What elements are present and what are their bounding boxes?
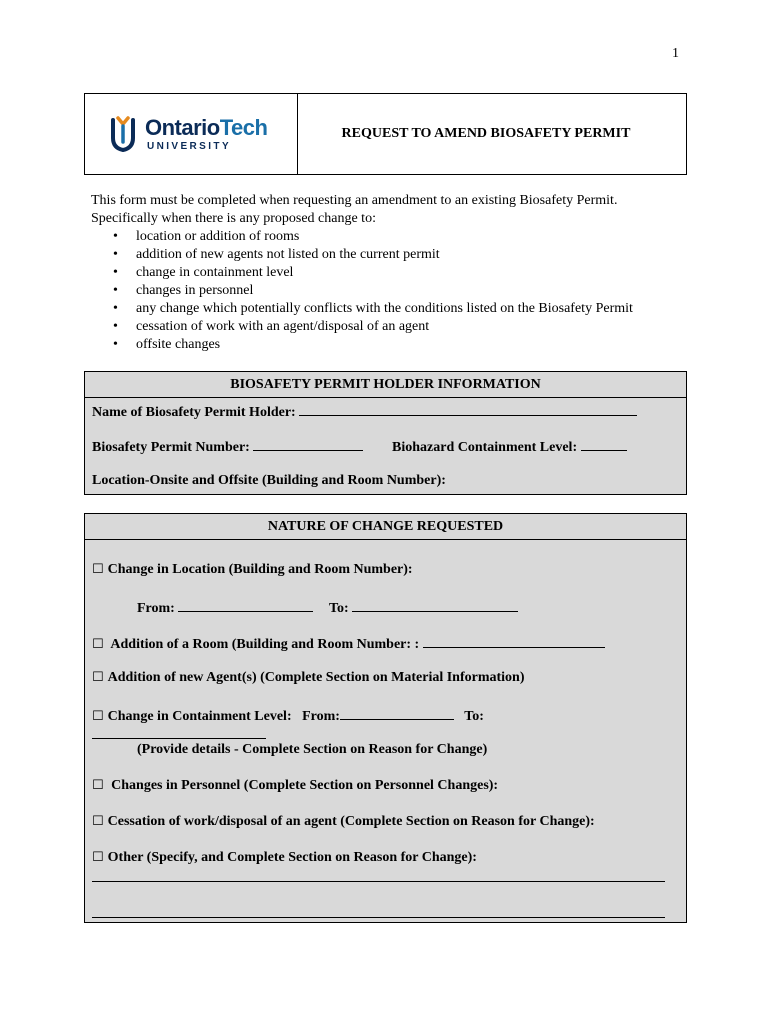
logo-cell	[85, 94, 298, 174]
list-item: • change in containment level	[113, 264, 691, 282]
list-item: • changes in personnel	[113, 282, 691, 300]
permit-holder-heading: BIOSAFETY PERMIT HOLDER INFORMATION	[85, 372, 686, 398]
containment-level-label: Biohazard Containment Level:	[392, 440, 578, 455]
permit-number-row	[92, 437, 363, 456]
cessation-option[interactable]	[92, 814, 595, 830]
personnel-label: Changes in Personnel (Complete Section on Personnel Changes):	[111, 778, 499, 793]
change-location-label: Change in Location (Building and Room Number):	[107, 562, 413, 577]
form-title: REQUEST TO AMEND BIOSAFETY PERMIT	[341, 126, 631, 141]
ontario-tech-shield-icon	[107, 114, 139, 154]
change-location-option[interactable]	[92, 562, 413, 578]
list-item: • addition of new agents not listed on the current permit	[113, 246, 691, 264]
list-item: • offsite changes	[113, 336, 691, 354]
addition-agent-label: Addition of new Agent(s) (Complete Section on Material Information)	[107, 670, 525, 685]
intro-line-1: This form must be completed when requesting an amendment to an existing Biosafety Permit.	[91, 193, 618, 208]
checkbox-icon[interactable]: ☐	[92, 778, 104, 793]
containment-to-field[interactable]	[92, 738, 266, 739]
other-field-line-2[interactable]	[92, 917, 665, 918]
containment-option[interactable]	[92, 706, 484, 725]
nature-of-change-heading: NATURE OF CHANGE REQUESTED	[85, 514, 686, 540]
containment-level-field[interactable]	[581, 437, 627, 451]
list-item: • cessation of work with an agent/disposal of an agent	[113, 318, 691, 336]
personnel-option[interactable]	[92, 778, 498, 794]
logo-brand-tech: Tech	[219, 114, 268, 140]
header-table	[84, 93, 687, 175]
university-logo	[107, 114, 267, 154]
change-bullet-list	[113, 228, 691, 354]
location-to-field[interactable]	[352, 598, 518, 612]
intro-line-2: Specifically when there is any proposed change to:	[91, 211, 376, 226]
other-label: Other (Specify, and Complete Section on Reason for Change):	[107, 850, 477, 865]
logo-brand-ontario: Ontario	[145, 114, 220, 140]
addition-room-field[interactable]	[423, 634, 605, 648]
location-from-field[interactable]	[178, 598, 313, 612]
containment-details: (Provide details - Complete Section on Reason for Change)	[137, 742, 488, 757]
logo-university: UNIVERSITY	[147, 140, 232, 152]
containment-from-field[interactable]	[340, 706, 454, 720]
permit-holder-section	[84, 371, 687, 495]
containment-to-label: To:	[464, 709, 484, 724]
list-item: • any change which potentially conflicts with the conditions listed on the Biosafety Permit	[113, 300, 691, 318]
containment-label: Change in Containment Level:	[107, 709, 292, 724]
checkbox-icon[interactable]: ☐	[92, 637, 104, 652]
location-to-row	[329, 598, 518, 617]
cessation-label: Cessation of work/disposal of an agent (Complete Section on Reason for Change):	[107, 814, 595, 829]
location-from-label: From:	[137, 601, 175, 616]
addition-room-label: Addition of a Room (Building and Room Number: :	[110, 637, 420, 652]
other-option[interactable]	[92, 850, 477, 866]
checkbox-icon[interactable]: ☐	[92, 814, 104, 829]
holder-name-field[interactable]	[299, 402, 637, 416]
containment-level-row	[392, 437, 627, 456]
permit-number-field[interactable]	[253, 437, 363, 451]
nature-of-change-section	[84, 513, 687, 923]
holder-name-row	[92, 402, 637, 421]
addition-room-option[interactable]	[92, 634, 605, 653]
containment-from-label: From:	[302, 709, 340, 724]
other-field-line-1[interactable]	[92, 881, 665, 882]
location-from-row	[137, 598, 313, 617]
intro-text	[91, 192, 691, 354]
page-number: 1	[672, 46, 679, 61]
checkbox-icon[interactable]: ☐	[92, 562, 104, 577]
checkbox-icon[interactable]: ☐	[92, 850, 104, 865]
checkbox-icon[interactable]: ☐	[92, 709, 104, 724]
holder-name-label: Name of Biosafety Permit Holder:	[92, 405, 296, 420]
permit-number-label: Biosafety Permit Number:	[92, 440, 250, 455]
addition-agent-option[interactable]	[92, 670, 525, 686]
location-to-label: To:	[329, 601, 349, 616]
holder-location-label[interactable]: Location-Onsite and Offsite (Building and Room Number):	[92, 473, 446, 488]
checkbox-icon[interactable]: ☐	[92, 670, 104, 685]
list-item: • location or addition of rooms	[113, 228, 691, 246]
